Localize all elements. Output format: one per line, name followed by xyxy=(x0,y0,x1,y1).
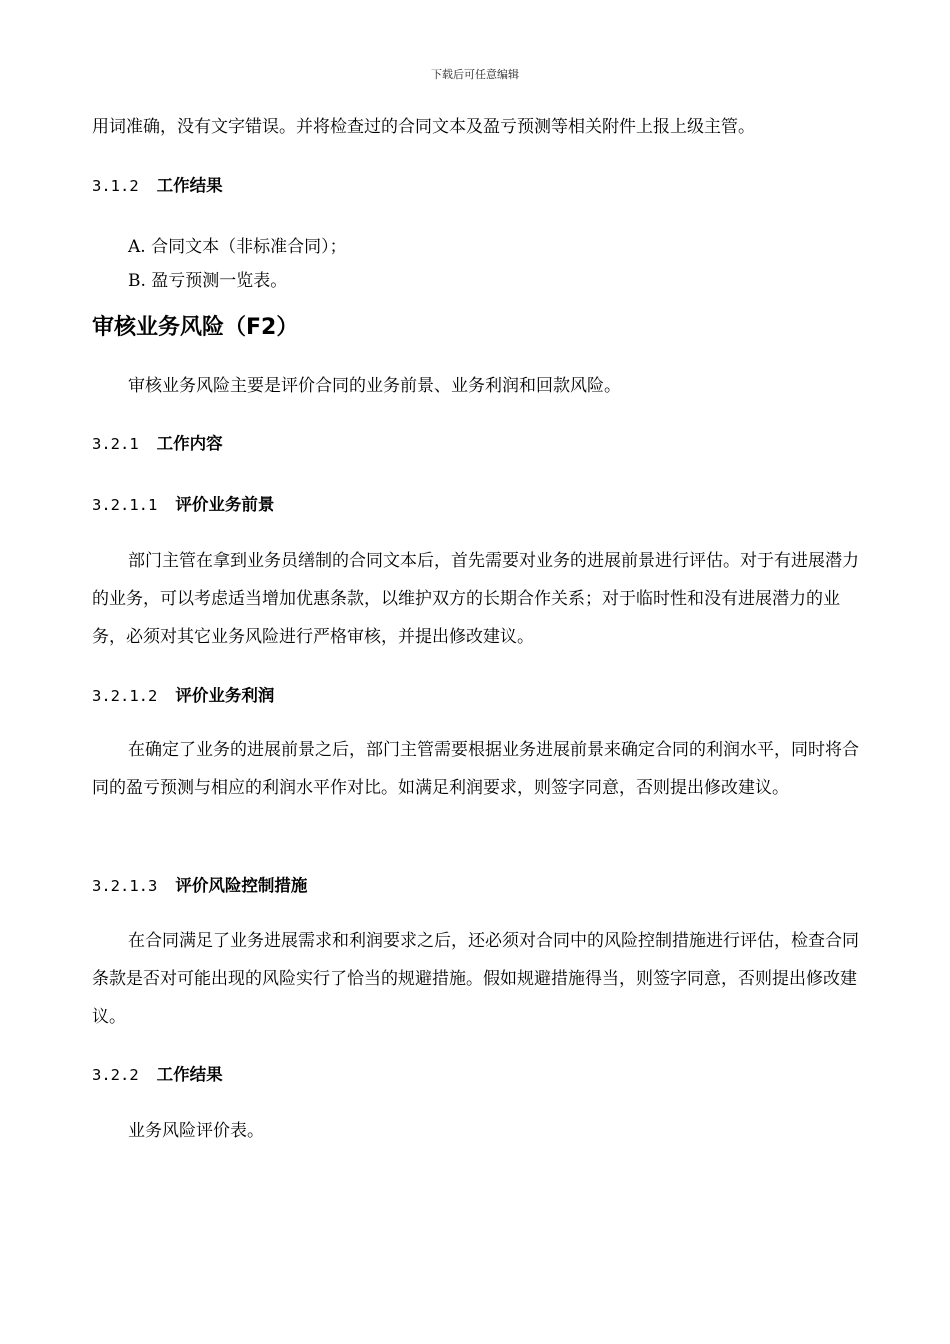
paragraph-prospect: 部门主管在拿到业务员缮制的合同文本后，首先需要对业务的进展前景进行评估。对于有进展潜力的业务，可以考虑适当增加优惠条款，以维护双方的长期合作关系；对于临时性和没有进展潜力的业务，必须对其它业务风险进行严格审核，并提出修改建议。 xyxy=(92,551,859,647)
heading-3-2-2 xyxy=(92,1061,223,1085)
paragraph-intro: 用词准确，没有文字错误。并将检查过的合同文本及盈亏预测等相关附件上报上级主管。 xyxy=(92,117,755,137)
paragraph-risk-control: 在合同满足了业务进展需求和利润要求之后，还必须对合同中的风险控制措施进行评估，检查合同条款是否对可能出现的风险实行了恰当的规避措施。假如规避措施得当，则签字同意，否则提出修改建议。 xyxy=(92,931,859,1027)
paragraph-f2-intro: 审核业务风险主要是评价合同的业务前景、业务利润和回款风险。 xyxy=(128,376,621,396)
heading-3-2-1 xyxy=(92,430,223,454)
heading-number: 3.2.1 xyxy=(92,435,139,453)
page-header: 下载后可任意编辑 xyxy=(431,68,519,81)
heading-title: 评价业务前景 xyxy=(175,495,275,514)
heading-title: 工作结果 xyxy=(156,1065,223,1084)
paragraph-result-2: 业务风险评价表。 xyxy=(128,1121,264,1141)
heading-title: 评价风险控制措施 xyxy=(175,876,308,895)
heading-number: 3.2.1.1 xyxy=(92,496,158,514)
heading-3-2-1-1 xyxy=(92,491,274,515)
heading-3-2-1-2 xyxy=(92,682,274,706)
paragraph-profit: 在确定了业务的进展前景之后，部门主管需要根据业务进展前景来确定合同的利润水平，同时将合同的盈亏预测与相应的利润水平作对比。如满足利润要求，则签字同意，否则提出修改建议。 xyxy=(92,740,859,798)
heading-title: 工作结果 xyxy=(156,176,223,195)
list-item-b: B. 盈亏预测一览表。 xyxy=(128,271,288,291)
heading-f2: 审核业务风险（F2） xyxy=(92,315,299,340)
heading-number: 3.2.1.3 xyxy=(92,877,158,895)
heading-number: 3.2.1.2 xyxy=(92,687,158,705)
heading-number: 3.1.2 xyxy=(92,177,139,195)
heading-3-1-2 xyxy=(92,172,223,196)
heading-3-2-1-3 xyxy=(92,872,307,896)
heading-number: 3.2.2 xyxy=(92,1066,139,1084)
list-item-a: A. 合同文本（非标准合同）； xyxy=(128,237,347,257)
heading-title: 工作内容 xyxy=(156,434,223,453)
heading-title: 评价业务利润 xyxy=(175,686,275,705)
